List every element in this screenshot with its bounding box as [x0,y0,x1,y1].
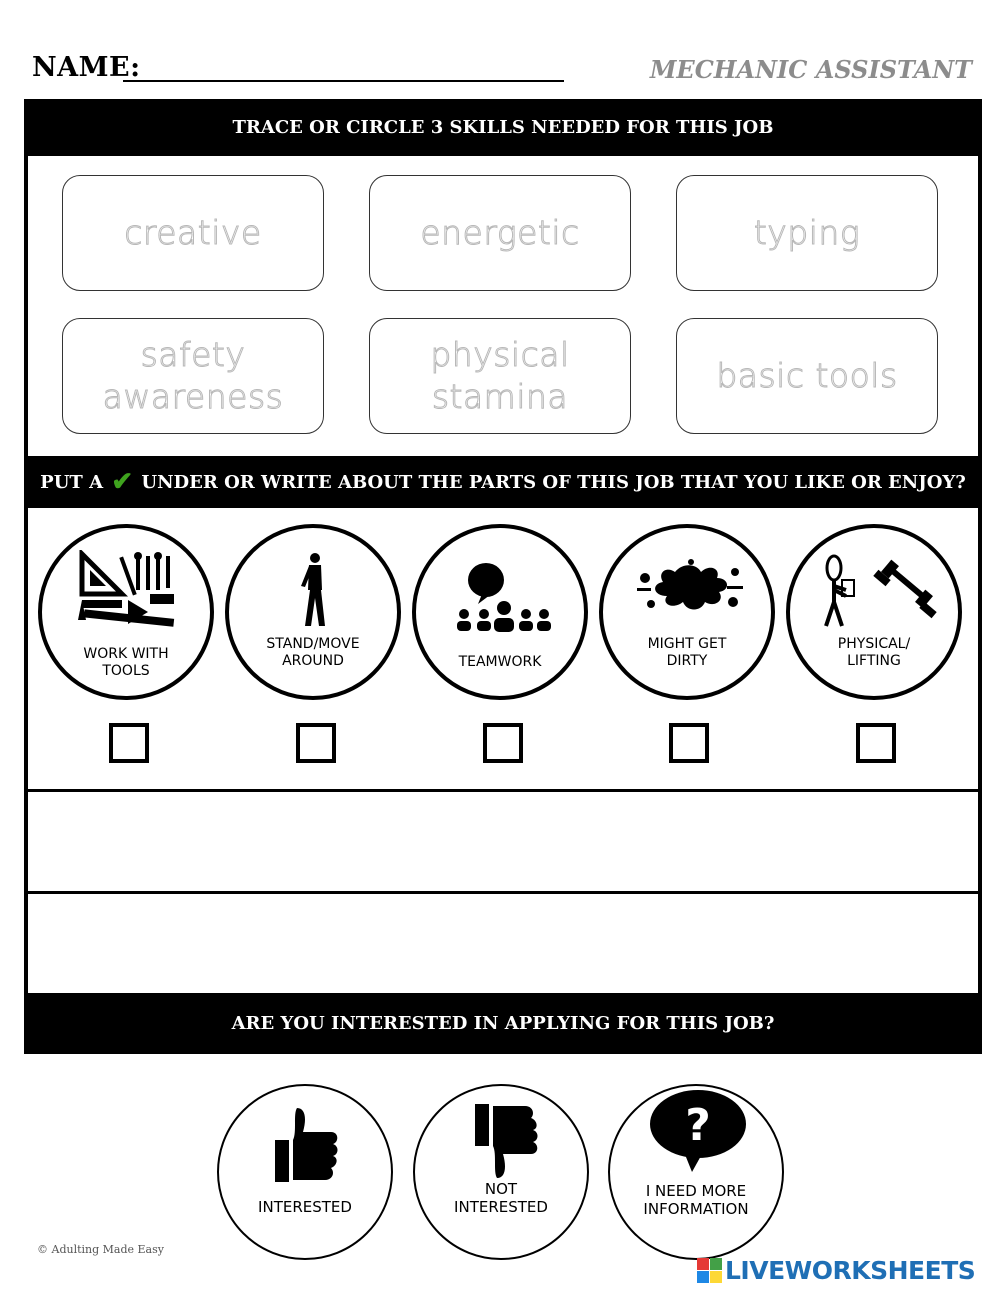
interest-label [219,1198,391,1216]
like-label-line1: PHYSICAL/ [837,636,911,652]
option-need-more-information[interactable] [608,1084,784,1260]
skill-label-line2: awareness [102,377,284,416]
interest-label-line2: INFORMATION [643,1200,749,1218]
like-label [229,636,397,670]
interest-label-line1: I NEED MORE [645,1182,747,1200]
likes-heading-end: UNDER OR WRITE ABOUT THE PARTS OF THIS JOB THAT YOU LIKE OR ENJOY? [141,472,966,493]
like-label-line2: AROUND [282,653,344,669]
likes-heading [24,456,982,508]
interest-label-line1: NOT [484,1180,518,1198]
splat-icon [635,558,745,618]
checkbox-teamwork[interactable] [483,723,523,763]
walking-person-icon [295,552,335,628]
interest-label [415,1180,587,1216]
logo-square [697,1258,709,1270]
like-work-with-tools [38,524,214,700]
skill-typing[interactable] [676,175,938,291]
like-label-line1: MIGHT GET [647,636,727,652]
like-label-line2: LIFTING [847,653,901,669]
interest-label-line1: INTERESTED [258,1198,352,1216]
job-title: MECHANIC ASSISTANT [649,55,972,84]
like-stand-move-around [225,524,401,700]
svg-text:?: ? [685,1100,711,1151]
write-area-line-1[interactable] [28,792,978,891]
skill-basic-tools[interactable] [676,318,938,434]
lifting-icon [820,550,940,630]
like-label [603,636,771,670]
tools-icon [78,550,178,630]
checkbox-might-get-dirty[interactable] [669,723,709,763]
question-bubble-icon [648,1086,748,1176]
like-label-line1: STAND/MOVE [266,636,360,652]
like-label [42,646,210,680]
skills-heading: TRACE OR CIRCLE 3 SKILLS NEEDED FOR THIS JOB [232,117,774,138]
option-interested[interactable] [217,1084,393,1260]
option-not-interested[interactable] [413,1084,589,1260]
worksheet-frame [24,99,982,1054]
logo-square [710,1258,722,1270]
skill-label [124,212,261,254]
interest-heading: ARE YOU INTERESTED IN APPLYING FOR THIS JOB? [231,1013,775,1034]
logo-square [710,1271,722,1283]
likes-heading-start: PUT A [40,472,104,493]
copyright: © Adulting Made Easy [37,1243,164,1256]
interest-label-line2: INTERESTED [454,1198,548,1216]
like-label [790,636,958,670]
skill-creative[interactable] [62,175,324,291]
likes-panel [28,508,978,789]
logo-square [697,1271,709,1283]
skill-label-line1: basic tools [716,356,898,395]
skill-label-line1: typing [753,213,861,252]
skill-label-line1: physical [430,335,570,374]
interest-label [610,1182,782,1218]
checkbox-stand-move-around[interactable] [296,723,336,763]
skill-label-line1: creative [124,213,262,252]
skill-label [420,212,579,254]
green-check-icon: ✔ [111,467,134,497]
skill-label-line1: energetic [420,213,580,252]
thumbs-down-icon [471,1092,541,1182]
thumbs-up-icon [271,1104,341,1194]
skills-panel [28,156,978,456]
like-label [416,654,584,671]
like-label-line1: WORK WITH [83,646,169,662]
skill-physical-stamina[interactable] [369,318,631,434]
checkbox-work-with-tools[interactable] [109,723,149,763]
skill-label-line2: stamina [431,377,569,416]
brand-name: LIVEWORKSHEETS [725,1255,976,1285]
like-might-get-dirty [599,524,775,700]
like-physical-lifting [786,524,962,700]
skill-energetic[interactable] [369,175,631,291]
write-area-line-2[interactable] [28,894,978,993]
like-teamwork [412,524,588,700]
like-label-line2: TOOLS [102,663,150,679]
name-label: NAME: [32,52,141,83]
team-icon [454,562,554,642]
liveworksheets-logo-icon [697,1258,722,1283]
skill-label [754,212,860,254]
liveworksheets-brand[interactable] [697,1253,975,1287]
like-label-line1: TEAMWORK [458,654,542,670]
checkbox-physical-lifting[interactable] [856,723,896,763]
skill-label [716,355,897,397]
skill-label [103,334,284,418]
skill-label [430,334,569,418]
like-label-line2: DIRTY [666,653,708,669]
skill-label-line1: safety [140,335,246,374]
name-field-line[interactable] [123,80,564,82]
skill-safety-awareness[interactable] [62,318,324,434]
